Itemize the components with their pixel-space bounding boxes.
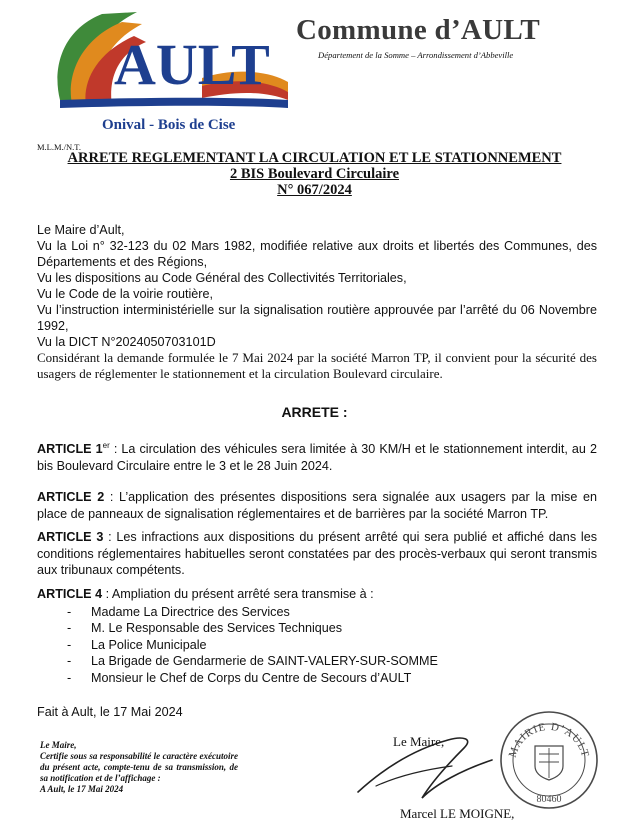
recipient-item: - La Brigade de Gendarmerie de SAINT-VALERY-SUR-SOMME <box>67 653 597 670</box>
preamble-line: Le Maire d’Ault, <box>37 223 125 237</box>
arrete-title-line-1: ARRETE REGLEMENTANT LA CIRCULATION ET LE STATIONNEMENT <box>67 150 562 166</box>
commune-title: Commune d’AULT <box>296 14 541 46</box>
article-1 <box>37 441 597 474</box>
mayor-name: Marcel LE MOIGNE, <box>400 806 515 821</box>
recipient-item: - M. Le Responsable des Services Techniques <box>67 620 597 637</box>
certify-box <box>40 740 238 795</box>
preamble-line: Vu la Loi n° 32-123 du 02 Mars 1982, modifiée relative aux droits et libertés des Communes, des Départements et des Régions, <box>37 239 597 269</box>
article-text: : La circulation des véhicules sera limitée à 30 KM/H et le stationnement interdit, au 2 bis Boulevard Circulaire entre le 3 et le 28 Juin 2024. <box>37 442 598 473</box>
article-3 <box>37 529 597 579</box>
commune-subtitle: Département de la Somme – Arrondissement d’Abbeville <box>318 50 514 60</box>
done-at: Fait à Ault, le 17 Mai 2024 <box>37 705 183 719</box>
logo-tagline: Onival - Bois de Cise <box>102 117 236 133</box>
article-2 <box>37 489 597 522</box>
article-text: : Les infractions aux dispositions du présent arrêté qui sera publié et affiché dans les conditions réglementaires habituelles seront constatées par des procès-verbaux qui seront transmis aux tribunaux compétents. <box>37 530 597 577</box>
reference-code: M.L.M./N.T. <box>37 142 81 152</box>
recipients-list <box>37 604 597 687</box>
mairie-stamp <box>497 708 601 812</box>
preamble <box>37 222 597 382</box>
recipient-item: - Monsieur le Chef de Corps du Centre de Secours d’AULT <box>67 670 597 687</box>
article-label: ARTICLE 1 <box>37 442 103 456</box>
recipient-item: - La Police Municipale <box>67 637 597 654</box>
preamble-line: Vu la DICT N°2024050703101D <box>37 335 216 349</box>
article-label-sup: er <box>102 440 110 450</box>
certify-date: A Ault, le 17 Mai 2024 <box>40 784 124 794</box>
arrete-heading: ARRETE : <box>281 404 348 420</box>
handwritten-signature <box>352 730 512 810</box>
certify-text: Certifie sous sa responsabilité le caractère exécutoire du présent acte, compte-tenu de sa transmission, de sa notification et de l’affichage : <box>40 751 238 783</box>
logo-text: AULT <box>114 32 270 97</box>
recipient-item: - Madame La Directrice des Services <box>67 604 597 621</box>
stamp-code: 80460 <box>536 794 562 805</box>
arrete-title-line-3: N° 067/2024 <box>277 182 352 198</box>
article-4 <box>37 586 597 686</box>
article-label: ARTICLE 2 <box>37 490 105 504</box>
article-label: ARTICLE 3 <box>37 530 104 544</box>
considering-paragraph: Considérant la demande formulée le 7 Mai 2024 par la société Marron TP, il convient pour la sécurité des usagers de réglementer le stationnement et la circulation Boulevard circulaire. <box>37 350 597 381</box>
stamp-text: MAIRIE D’AULT <box>506 720 592 760</box>
article-text: : Ampliation du présent arrêté sera transmise à : <box>102 587 374 601</box>
article-label: ARTICLE 4 <box>37 587 103 601</box>
article-text: : L’application des présentes dispositions sera signalée aux usagers par la mise en place de panneaux de signalisation réglementaires et de barrières par la société Marron TP. <box>37 490 598 521</box>
mayor-title: Le Maire, <box>393 734 445 749</box>
preamble-line: Vu l’instruction interministérielle sur la signalisation routière approuvée par l’arrêté du 06 Novembre 1992, <box>37 303 597 333</box>
ault-logo <box>42 8 292 138</box>
preamble-line: Vu le Code de la voirie routière, <box>37 287 213 301</box>
preamble-line: Vu les dispositions au Code Général des Collectivités Territoriales, <box>37 271 407 285</box>
arrete-title-line-2: 2 BIS Boulevard Circulaire <box>229 166 400 182</box>
arrete-title <box>0 150 629 198</box>
certify-title: Le Maire, <box>40 740 77 750</box>
